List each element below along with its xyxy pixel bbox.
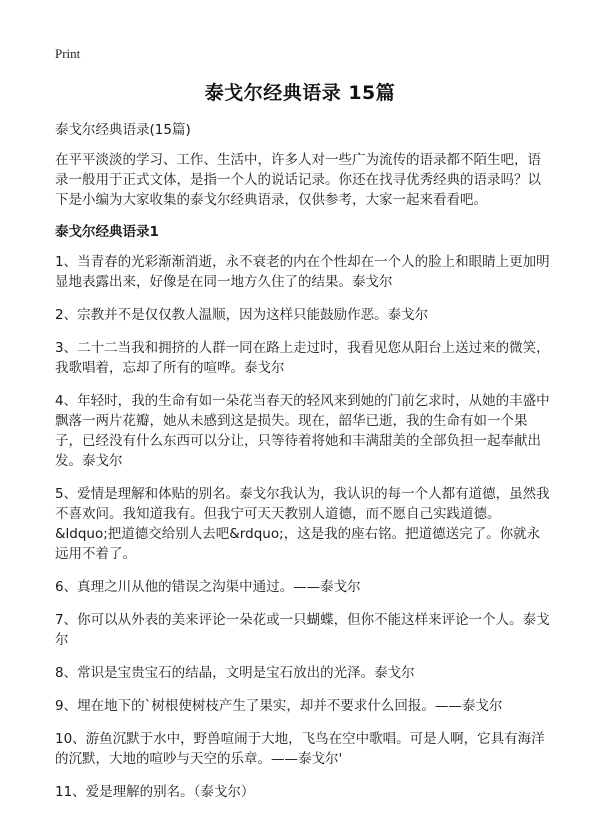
quote-item: 3、二十二当我和拥挤的人群一同在路上走过时，我看见您从阳台上送过来的微笑，我歌唱着，忘却了所有的喧哗。泰戈尔 xyxy=(55,340,550,376)
print-link[interactable]: Print xyxy=(55,46,81,61)
page-title: 泰戈尔经典语录 15篇 xyxy=(204,82,396,104)
quote-item: 2、宗教并不是仅仅教人温顺，因为这样只能鼓励作恶。泰戈尔 xyxy=(55,307,429,323)
quote-item: 10、游鱼沉默于水中，野兽喧闹于大地，飞鸟在空中歌唱。可是人啊，它具有海洋的沉默，大地的喧吵与天空的乐章。——泰戈尔' xyxy=(55,731,545,767)
article-body xyxy=(55,120,550,815)
article-intro: 在平平淡淡的学习、工作、生活中，许多人对一些广为流传的语录都不陌生吧，语录一般用于正式文体，是指一个人的说话记录。你还在找寻优秀经典的语录吗？以下是小编为大家收集的泰戈尔经典语录，仅供参考，大家一起来看看吧。 xyxy=(55,152,541,208)
quote-item: 4、年轻时，我的生命有如一朵花当春天的轻风来到她的门前乞求时，从她的丰盛中飘落一两片花瓣，她从未感到这是损失。现在，韶华已逝，我的生命有如一个果子，已经没有什么东西可以分让，只等待着将她和丰满甜美的全部负担一起奉献出发。泰戈尔 xyxy=(55,393,550,469)
quote-item: 5、爱情是理解和体贴的别名。泰戈尔我认为，我认识的每一个人都有道德，虽然我不喜欢问。我知道我有。但我宁可天天教别人道德，而不愿自己实践道德。&ldquo;把道德交给别人去吧&rdquo;，这是我的座右铭。把道德送完了。你就永远用不着了。 xyxy=(55,486,550,562)
section-heading: 泰戈尔经典语录1 xyxy=(55,224,159,240)
quote-item: 1、当青春的光彩渐渐消逝，永不衰老的内在个性却在一个人的脸上和眼睛上更加明显地表露出来，好像是在同一地方久住了的结果。泰戈尔 xyxy=(55,254,550,290)
quote-item: 9、埋在地下的`树根使树枝产生了果实，却并不要求什么回报。——泰戈尔 xyxy=(55,698,503,714)
quote-item: 8、常识是宝贵宝石的结晶，文明是宝石放出的光泽。泰戈尔 xyxy=(55,665,415,681)
quote-item: 6、真理之川从他的错误之沟渠中通过。——泰戈尔 xyxy=(55,579,361,595)
quote-item: 11、爱是理解的别名。（泰戈尔） xyxy=(55,784,255,800)
quote-item: 7、你可以从外表的美来评论一朵花或一只蝴蝶，但你不能这样来评论一个人。泰戈尔 xyxy=(55,612,550,648)
article-subtitle: 泰戈尔经典语录(15篇) xyxy=(55,122,191,138)
